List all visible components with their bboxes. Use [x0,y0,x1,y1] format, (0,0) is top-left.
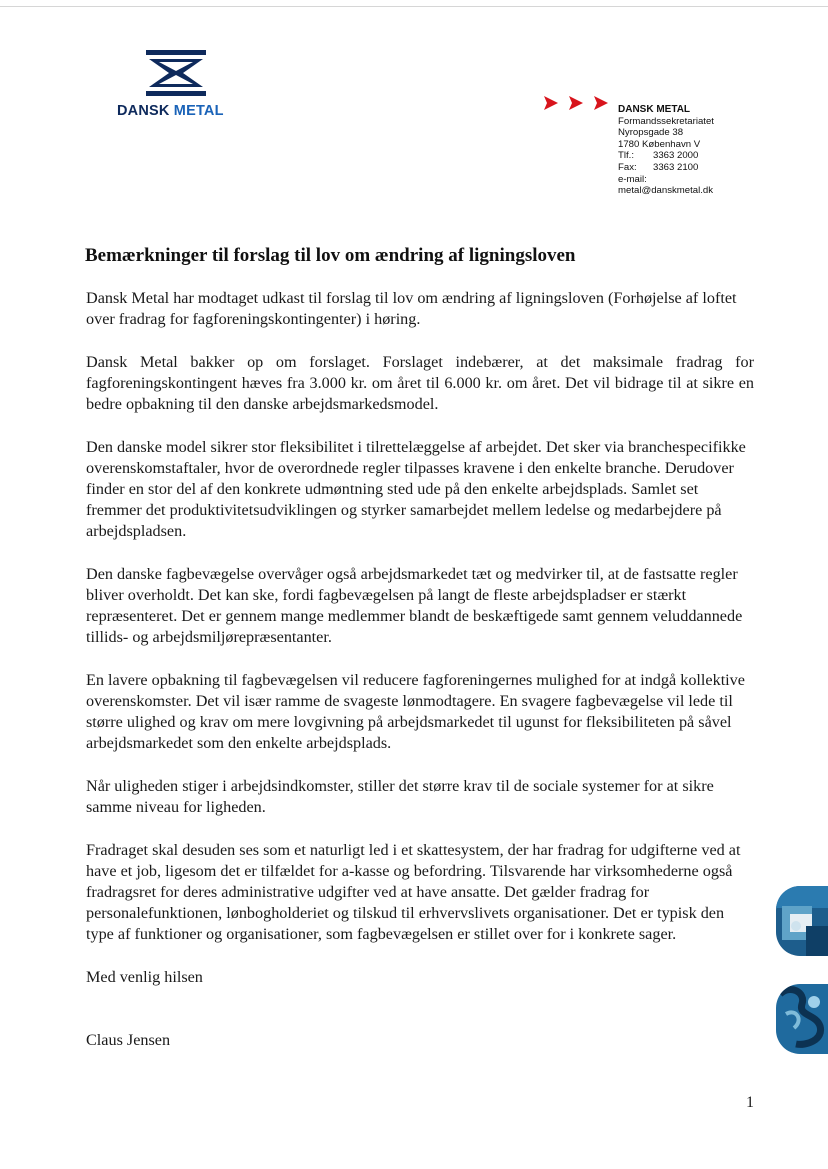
closing-greeting: Med venlig hilsen [86,968,203,986]
paragraph-6: Når uligheden stiger i arbejdsindkomster, stiller det større krav til de sociale systemer for at sikre samme niveau for ligheden. [86,777,714,816]
sender-org: DANSK METAL [618,104,691,115]
signature-name: Claus Jensen [86,1031,171,1049]
red-arrows-icon [542,95,612,111]
document-body [86,288,754,1051]
top-edge-line [0,6,828,7]
sender-fax-row [618,162,714,174]
sender-department: Formandssekretariatet [618,115,714,127]
sender-address-block [618,104,714,197]
email-label: e-mail: [618,173,647,185]
sender-city: 1780 København V [618,138,701,150]
side-photo-machinery-icon [776,984,828,1054]
dansk-metal-logo [104,50,254,122]
paragraph-3: Den danske model sikrer stor fleksibilitet i tilrettelæggelse af arbejdet. Det sker via branchespecifikke overenskomstaftaler, hvor de overordnede regler tilpasses kravene i den enkelte branche. Derudover finder en stor del af den konkrete udmøntning sted ude på den enkelte arbejdsplads. Samlet set fremmer det produktivitetsudviklingen og styrker samarbejdet mellem ledelse og medarbejdere på arbejdspladsen. [86,438,746,540]
phone-label: Tlf.: [618,150,634,162]
sender-street: Nyropsgade 38 [618,127,684,139]
paragraph-7: Fradraget skal desuden ses som et naturligt led i et skattesystem, der har fradrag for udgifterne ved at have et job, ligesom det er tilfældet for a-kasse og befordring. Tilsvarende har virksomhederne også fradragsret for deres administrative udgifter ved at have ansatte. Det gælder fradrag for personalefunktionen, lønbogholderiet og tilskud til erhvervslivets organisationer. Det er typisk den type af funktioner og organisationer, som fagbevægelsen er stillet over for i konkrete sager. [86,841,741,943]
paragraph-5: En lavere opbakning til fagbevægelsen vil reducere fagforeningernes mulighed for at indgå kollektive overenskomster. Det vil især ramme de svageste lønmodtagere. En svagere fagbevægelse vil lede til større ulighed og krav om mere lovgivning på arbejdsmarkedet til ugunst for fleksibiliteten på såvel arbejdsmarkedet som den enkelte arbejdsplads. [86,671,745,752]
document-title: Bemærkninger til forslag til lov om ændring af ligningsloven [85,245,576,266]
email-address[interactable]: metal@danskmetal.dk [618,185,714,197]
sender-phone-row [618,150,714,162]
page-number: 1 [746,1094,754,1111]
fax-number: 3363 2100 [653,161,699,173]
phone-number: 3363 2000 [653,150,699,162]
fax-label: Fax: [618,161,637,173]
logo-wordmark [117,103,224,119]
dansk-metal-emblem-icon [146,50,206,96]
logo-word-dansk: DANSK [117,103,170,119]
logo-word-metal: METAL [173,103,224,119]
paragraph-1: Dansk Metal har modtaget udkast til forslag til lov om ændring af ligningsloven (Forhøjelse af loftet over fradrag for fagforeningskontingenter) i høring. [86,289,737,328]
side-photo-worker-icon [776,886,828,956]
paragraph-4: Den danske fagbevægelse overvåger også arbejdsmarkedet tæt og medvirker til, at de fastsatte regler bliver overholdt. Det kan ske, fordi fagbevægelsen på langt de fleste arbejdspladser er stærkt repræsenteret. Det er gennem mange medlemmer blandt de beskæftigede samt gennem veluddannede tillids- og arbejdsmiljørepræsentanter. [86,565,743,646]
paragraph-2: Dansk Metal bakker op om forslaget. Forslaget indebærer, at det maksimale fradrag for fagforeningskontingent hæves fra 3.000 kr. om året til 6.000 kr. om året. Det vil bidrage til at sikre en bedre opbakning til den danske arbejdsmarkedsmodel. [86,353,754,413]
